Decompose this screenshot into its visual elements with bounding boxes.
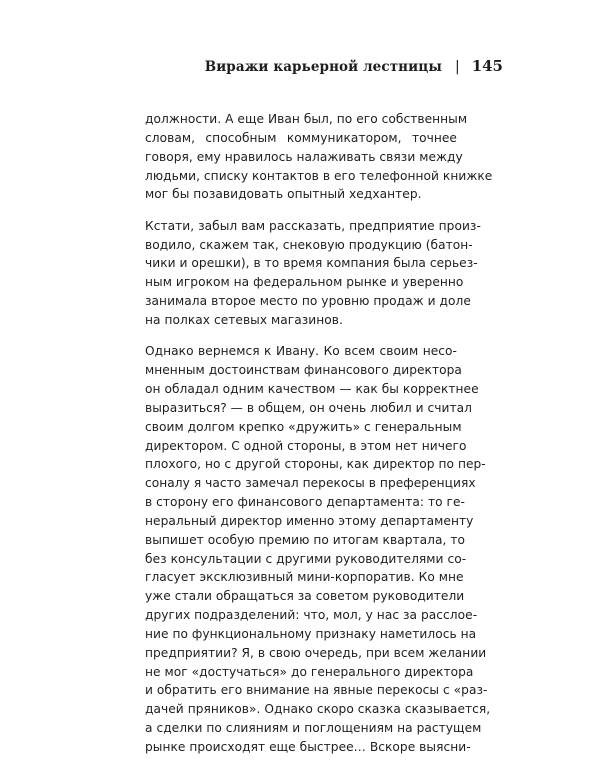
text-line: а сделки по слияниям и поглощениям на растущем (145, 721, 482, 736)
text-line: он обладал одним качеством — как бы корректнее (145, 381, 479, 396)
text-line: не мог «достучаться» до генерального директора (145, 664, 474, 679)
text-line: ным игроком на федеральном рынке и уверенно (145, 275, 464, 290)
text-line: неральный директор именно этому департаменту (145, 513, 474, 528)
text-line: без консультации с другими руководителями со- (145, 551, 467, 566)
paragraph (145, 110, 493, 204)
text-line: мненным достоинствам финансового директора (145, 363, 462, 378)
text-line: гласует эксклюзивный мини-корпоратив. Ко мне (145, 570, 464, 585)
text-line: выразиться? — в общем, он очень любил и считал (145, 400, 472, 415)
text-line: других подразделений: что, мол, у нас за расслое- (145, 608, 478, 623)
text-line: выпишет особую премию по итогам квартала, то (145, 532, 466, 547)
page-number: 145 (471, 57, 503, 75)
text-line: директором. С одной стороны, в этом нет ничего (145, 438, 467, 453)
running-header (205, 57, 503, 75)
text-line: предприятии? Я, в свою очередь, при всем желании (145, 645, 487, 660)
text-line: ние по функциональному признаку наметилось на (145, 626, 477, 641)
text-line: занимала второе место по уровню продаж и доле (145, 294, 471, 309)
text-line: чики и орешки), в то время компания была серьез- (145, 256, 478, 271)
text-line: уже стали обращаться за советом руководители (145, 589, 465, 604)
body-text (145, 110, 493, 769)
header-separator: | (454, 59, 460, 75)
text-line: дачей пряников». Однако скоро сказка сказывается, (145, 702, 491, 717)
text-line: на полках сетевых магазинов. (145, 312, 343, 327)
text-line: должности. А еще Иван был, по его собственным (145, 112, 468, 126)
text-line: и обратить его внимание на явные перекосы с «раз- (145, 683, 488, 698)
text-line: людьми, списку контактов в его телефонной книжке (145, 168, 493, 183)
text-line: Кстати, забыл вам рассказать, предприятие произ- (145, 218, 481, 233)
text-line: водило, скажем так, снековую продукцию (батон- (145, 237, 473, 252)
running-title: Виражи карьерной лестницы (204, 59, 442, 75)
text-line: плохого, но с другой стороны, как директор по пер- (145, 457, 486, 472)
paragraph (145, 342, 491, 757)
paragraph (145, 217, 481, 330)
text-line: своим долгом крепко «дружить» с генеральным (145, 419, 462, 434)
text-line: рынке происходят еще быстрее… Вскоре выясни- (145, 740, 471, 754)
text-line: соналу я часто замечал перекосы в преференциях (145, 476, 476, 491)
text-line: говоря, ему нравилось налаживать связи между (145, 149, 463, 164)
text-line: мог бы позавидовать опытный хедхантер. (145, 187, 422, 202)
text-line: в сторону его финансового департамента: то ге- (145, 495, 465, 510)
text-line: словам, способным коммуникатором, точнее (145, 130, 457, 145)
text-line: Однако вернемся к Ивану. Ко всем своим несо- (145, 344, 457, 359)
